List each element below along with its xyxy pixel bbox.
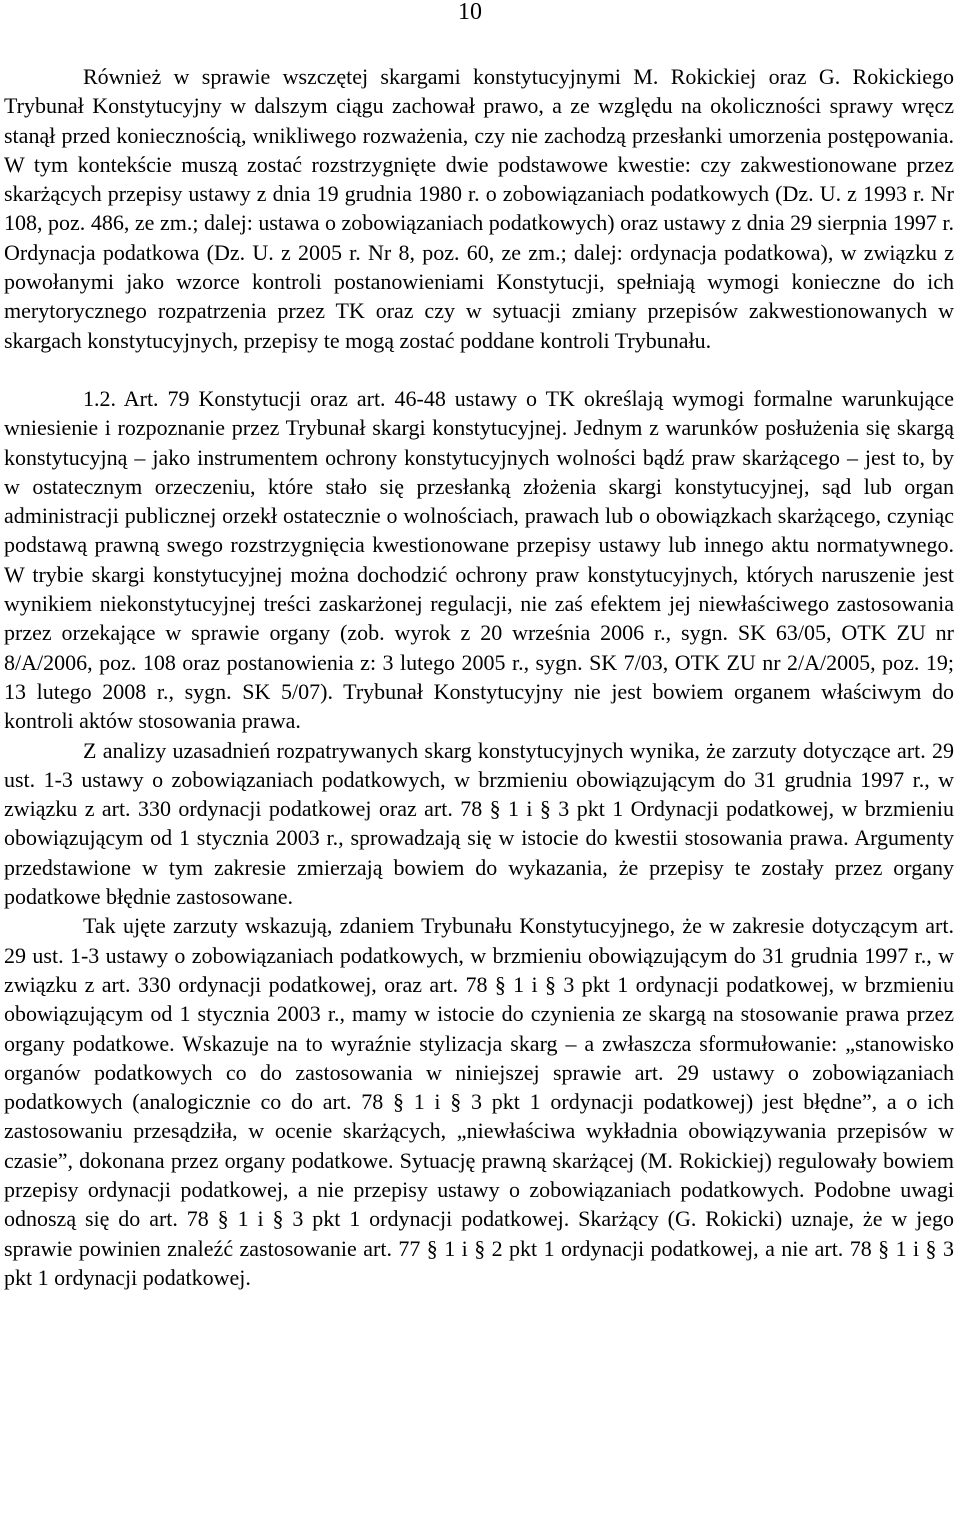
paragraph-3: Z analizy uzasadnień rozpatrywanych skarg konstytucyjnych wynika, że zarzuty dotyczące art. 29 ust. 1-3 ustawy o zobowiązaniach podatkowych, w brzmieniu obowiązującym do 31 grudnia 1997 r., w związku z art. 330 ordynacji podatkowej oraz art. 78 § 1 i § 3 pkt 1 Ordynacji podatkowej, w brzmieniu obowiązującym od 1 stycznia 2003 r., sprowadzają się w istocie do kwestii stosowania prawa. Argumenty przedstawione w tym zakresie zmierzają bowiem do wykazania, że przepisy te zostały przez organy podatkowe błędnie zastosowane. <box>4 737 954 910</box>
paragraph-1: Również w sprawie wszczętej skargami konstytucyjnymi M. Rokickiej oraz G. Rokickiego Trybunał Konstytucyjny w dalszym ciągu zachował prawo, a ze względu na okoliczności sprawy wręcz stanął przed koniecznością, wnikliwego rozważenia, czy nie zachodzą przesłanki umorzenia postępowania. W tym kontekście muszą zostać rozstrzygnięte dwie podstawowe kwestie: czy zakwestionowane przez skarżących przepisy ustawy z dnia 19 grudnia 1980 r. o zobowiązaniach podatkowych (Dz. U. z 1993 r. Nr 108, poz. 486, ze zm.; dalej: ustawa o zobowiązaniach podatkowych) oraz ustawy z dnia 29 sierpnia 1997 r. Ordynacja podatkowa (Dz. U. z 2005 r. Nr 8, poz. 60, ze zm.; dalej: ordynacja podatkowa), w związku z powołanymi jako wzorce kontroli postanowieniami Konstytucji, spełniają wymogi konieczne do ich merytorycznego rozpatrzenia przez TK oraz czy w sytuacji zmiany przepisów zakwestionowanych w skargach konstytucyjnych, przepisy te mogą zostać poddane kontroli Trybunału. <box>4 64 954 353</box>
document-body <box>4 62 954 1292</box>
paragraph-4: Tak ujęte zarzuty wskazują, zdaniem Trybunału Konstytucyjnego, że w zakresie dotyczącym art. 29 ust. 1-3 ustawy o zobowiązaniach podatkowych, w brzmieniu obowiązującym do 31 grudnia 1997 r., w związku z art. 330 ordynacji podatkowej, oraz art. 78 § 1 i § 3 pkt 1 ordynacji podatkowej, w brzmieniu obowiązującym od 1 stycznia 2003 r., mamy w istocie do czynienia ze skargą na stosowanie prawa przez organy podatkowe. Wskazuje na to wyraźnie stylizacja skarg – a zwłaszcza sformułowanie: „stanowisko organów podatkowych co do zastosowania w niniejszej sprawie art. 29 ustawy o zobowiązaniach podatkowych (analogicznie co do art. 78 § 1 i § 3 pkt 1 ordynacji podatkowej) jest błędne”, a o ich zastosowaniu przesądziła, w ocenie skarżących, „niewłaściwa wykładnia obowiązywania przepisów w czasie”, dokonana przez organy podatkowe. Sytuację prawną skarżącej (M. Rokickiej) regulowały bowiem przepisy ordynacji podatkowej, a nie przepisy ustawy o zobowiązaniach podatkowych. Podobne uwagi odnoszą się do art. 78 § 1 i § 3 pkt 1 ordynacji podatkowej. Skarżący (G. Rokicki) uznaje, że w jego sprawie powinien znaleźć zastosowanie art. 77 § 1 i § 2 pkt 1 ordynacji podatkowej, a nie art. 78 § 1 i § 3 pkt 1 ordynacji podatkowej. <box>4 913 954 1290</box>
paragraph-2: 1.2. Art. 79 Konstytucji oraz art. 46-48 ustawy o TK określają wymogi formalne warunkujące wniesienie i rozpoznanie przez Trybunał skargi konstytucyjnej. Jednym z warunków posłużenia się skargą konstytucyjną – jako instrumentem ochrony konstytucyjnych wolności bądź praw skarżącego – jest to, by w ostatecznym orzeczeniu, które stało się przesłanką złożenia skargi konstytucyjnej, sąd lub organ administracji publicznej orzekł ostatecznie o wolnościach, prawach lub o obowiązkach skarżącego, czyniąc podstawą prawną swego rozstrzygnięcia kwestionowane przepisy ustawy lub innego aktu normatywnego. W trybie skargi konstytucyjnej można dochodzić ochrony praw konstytucyjnych, których naruszenie jest wynikiem niekonstytucyjnej treści zaskarżonej regulacji, nie zaś efektem jej niewłaściwego zastosowania przez orzekające w sprawie organy (zob. wyrok z 20 września 2006 r., sygn. SK 63/05, OTK ZU nr 8/A/2006, poz. 108 oraz postanowienia z: 3 lutego 2005 r., sygn. SK 7/03, OTK ZU nr 2/A/2005, poz. 19; 13 lutego 2008 r., sygn. SK 5/07). Trybunał Konstytucyjny nie jest bowiem organem właściwym do kontroli aktów stosowania prawa. <box>4 385 954 734</box>
page-number: 10 <box>458 0 482 25</box>
